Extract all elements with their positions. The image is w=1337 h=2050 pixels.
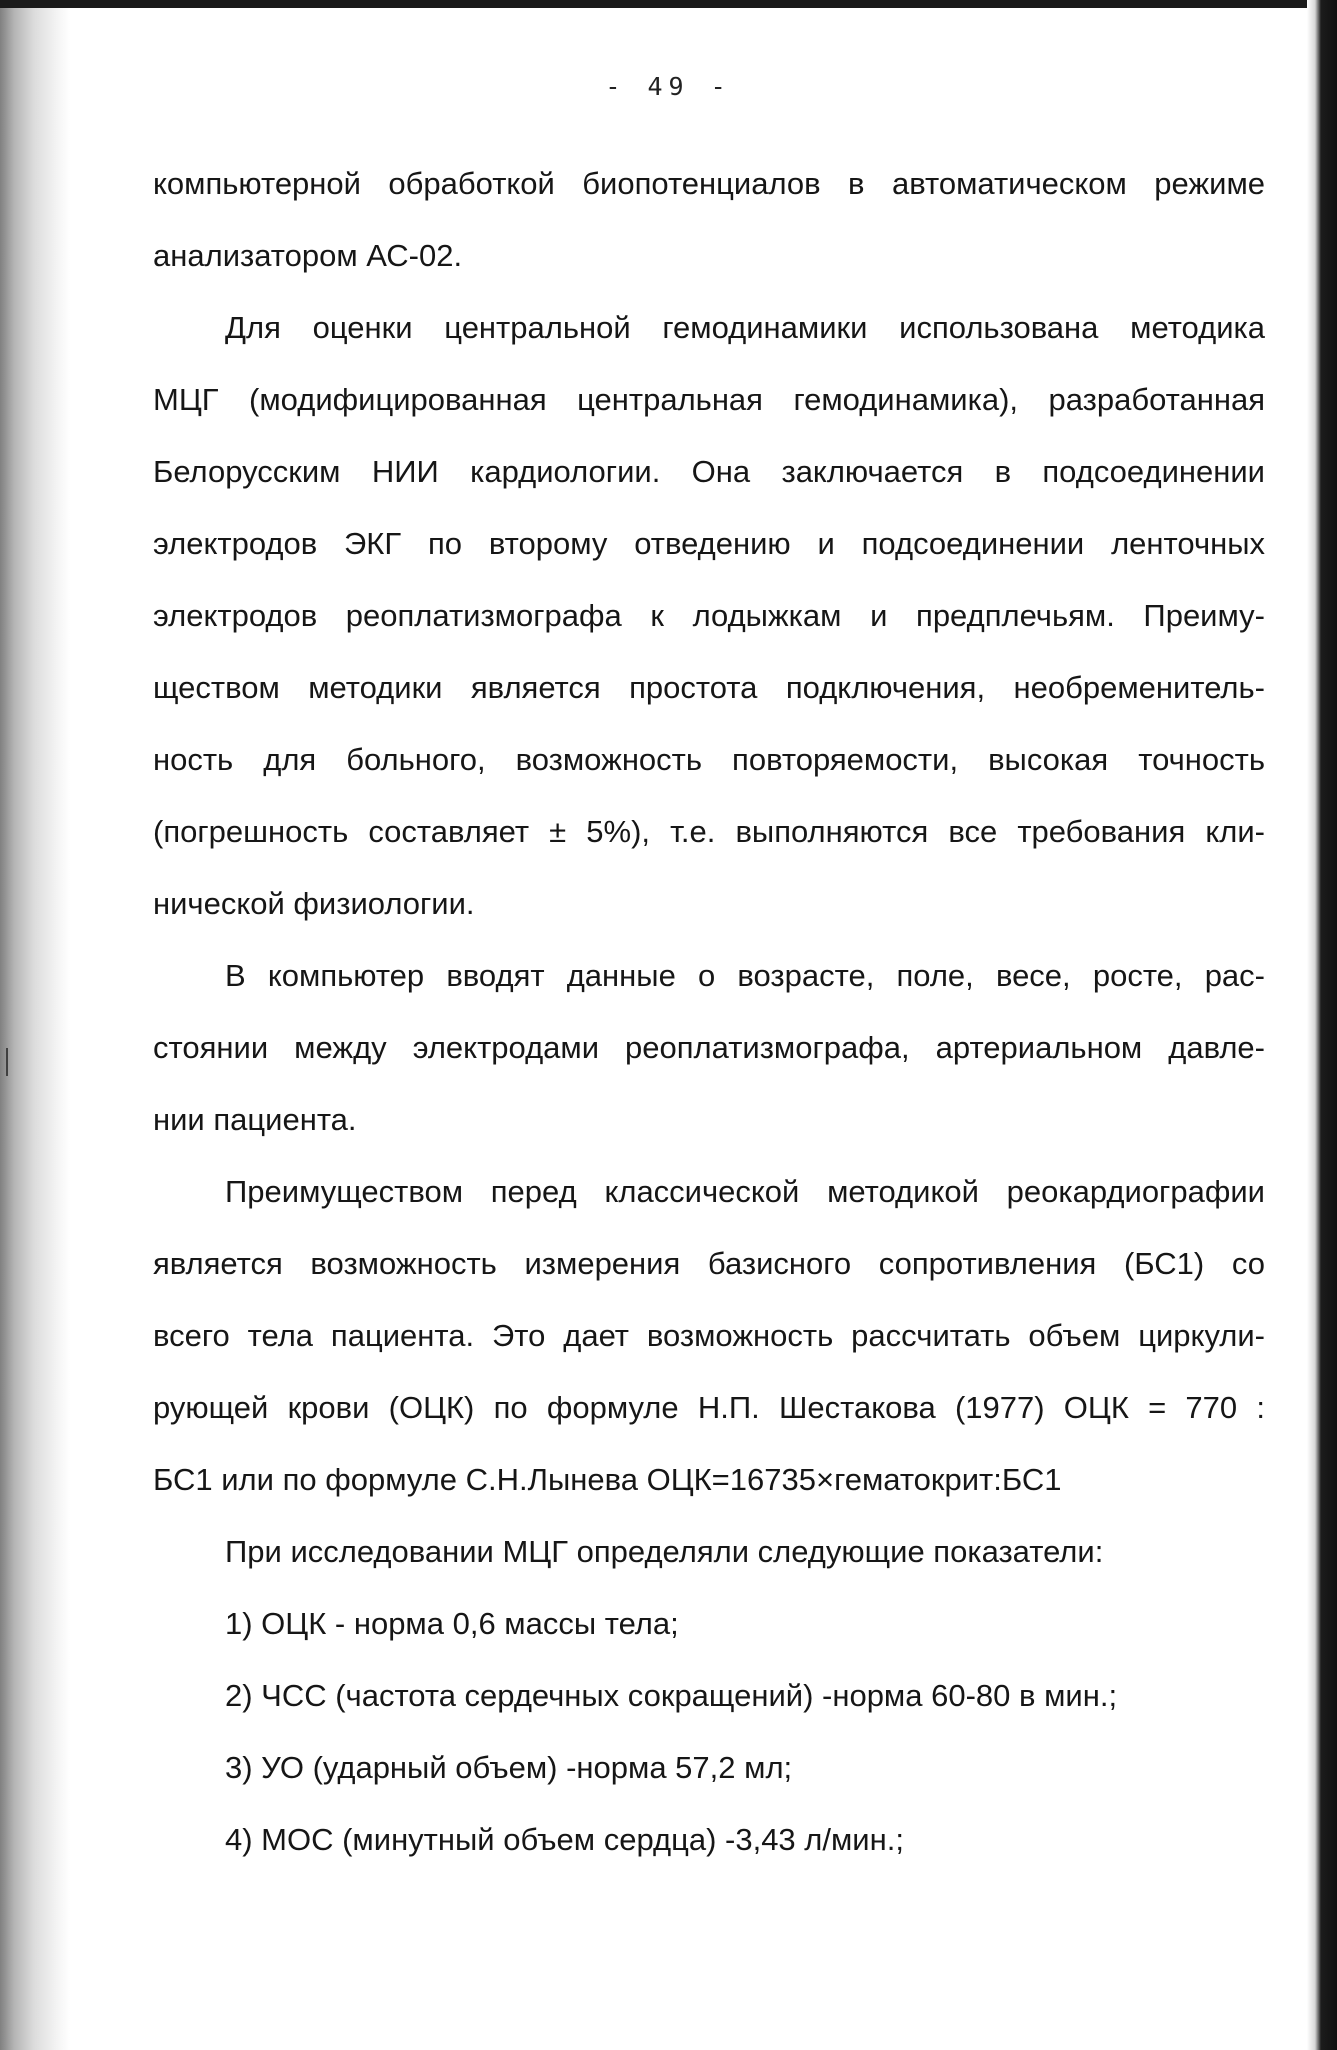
paragraph-mcg-method <box>153 292 1265 940</box>
paragraph-indicators <box>153 1516 1265 1876</box>
text-line: МЦГ (модифицированная центральная гемодинамика), разработанная <box>153 382 1265 417</box>
paragraph-input-data <box>153 940 1265 1156</box>
scan-mark <box>6 1048 8 1076</box>
list-item: 2) ЧСС (частота сердечных сокращений) -норма 60-80 в мин.; <box>225 1678 1118 1713</box>
text-line: БС1 или по формуле С.Н.Лынева ОЦК=16735×гематокрит:БС1 <box>153 1462 1062 1497</box>
text-line: нической физиологии. <box>153 886 475 921</box>
text-line: рующей крови (ОЦК) по формуле Н.П. Шестакова (1977) ОЦК = 770 : <box>153 1390 1265 1425</box>
scan-edge-top <box>0 0 1310 8</box>
text-line: (погрешность составляет ± 5%), т.е. выполняются все требования кли- <box>153 814 1265 849</box>
list-item: 3) УО (ударный объем) -норма 57,2 мл; <box>225 1750 793 1785</box>
paragraph-advantage <box>153 1156 1265 1516</box>
text-line: стоянии между электродами реоплатизмографа, артериальном давле- <box>153 1030 1265 1065</box>
text-line: нии пациента. <box>153 1102 357 1137</box>
text-line: компьютерной обработкой биопотенциалов в автоматическом режиме <box>153 166 1265 201</box>
list-item: 4) МОС (минутный объем сердца) -3,43 л/мин.; <box>225 1822 904 1857</box>
list-item: 1) ОЦК - норма 0,6 массы тела; <box>225 1606 679 1641</box>
scan-edge-right <box>1307 0 1337 2050</box>
text-line: При исследовании МЦГ определяли следующие показатели: <box>225 1534 1104 1569</box>
scan-shadow-left <box>0 0 70 2050</box>
text-line: электродов ЭКГ по второму отведению и подсоединении ленточных <box>153 526 1265 561</box>
page-body <box>153 148 1265 1876</box>
text-line: является возможность измерения базисного сопротивления (БС1) со <box>153 1246 1265 1281</box>
text-line: Преимуществом перед классической методикой реокардиографии <box>225 1174 1265 1209</box>
text-line: ществом методики является простота подключения, необременитель- <box>153 670 1265 705</box>
text-line: Белорусским НИИ кардиологии. Она заключается в подсоединении <box>153 454 1265 489</box>
page-number: - 49 - <box>605 72 732 101</box>
text-line: Для оценки центральной гемодинамики использована методика <box>225 310 1265 345</box>
text-line: ность для больного, возможность повторяемости, высокая точность <box>153 742 1265 777</box>
text-line: В компьютер вводят данные о возрасте, поле, весе, росте, рас- <box>225 958 1265 993</box>
text-line: анализатором АС-02. <box>153 238 463 273</box>
paragraph-continuation <box>153 148 1265 292</box>
text-line: электродов реоплатизмографа к лодыжкам и предплечьям. Преиму- <box>153 598 1265 633</box>
text-line: всего тела пациента. Это дает возможность рассчитать объем циркули- <box>153 1318 1265 1353</box>
